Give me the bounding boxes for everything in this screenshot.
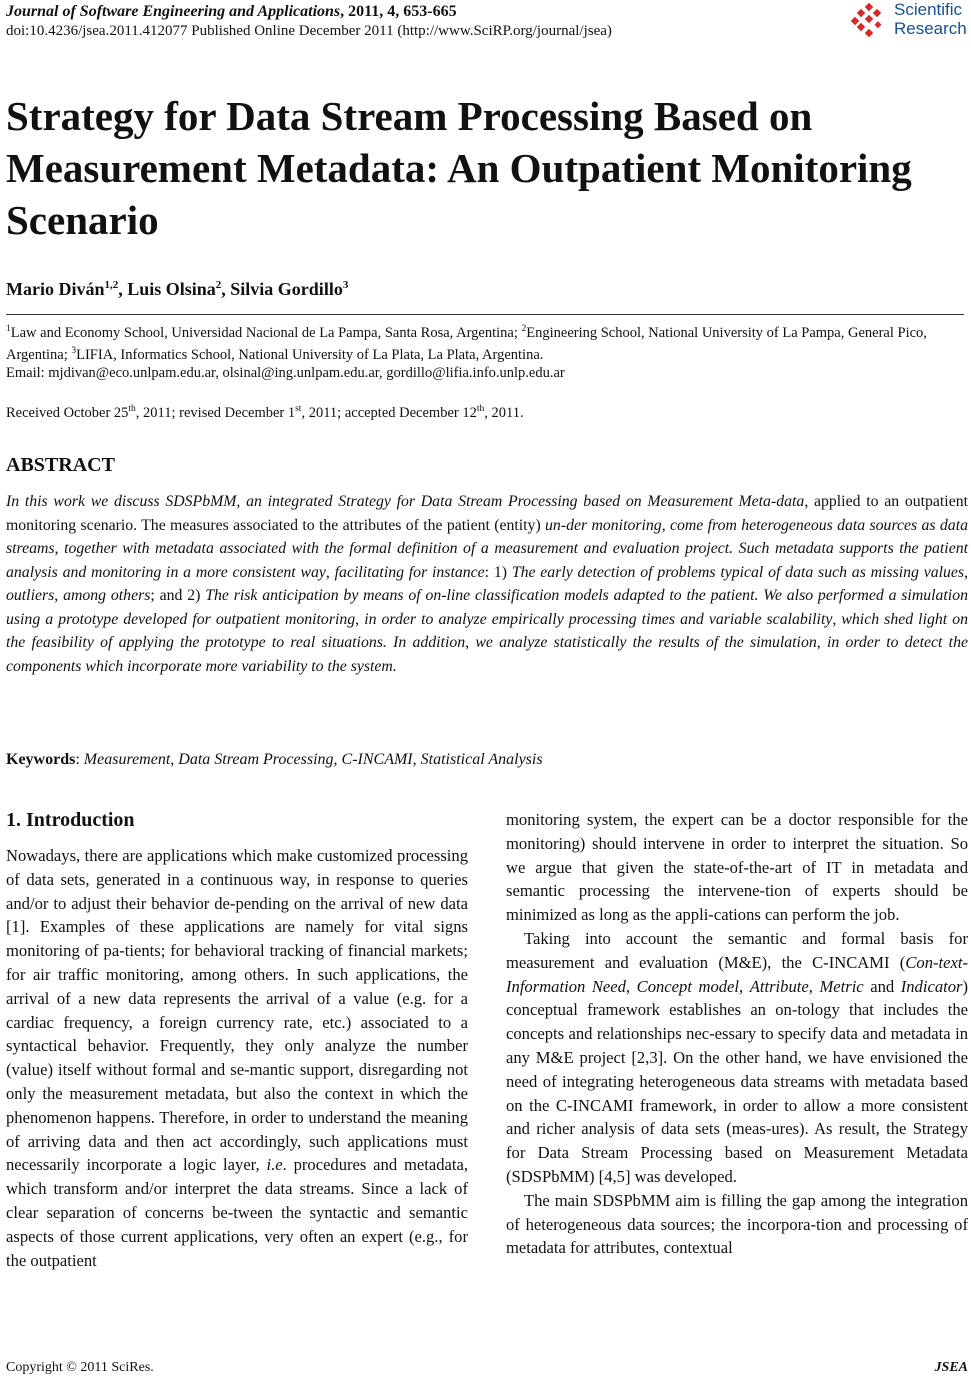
keyword: Measurement bbox=[83, 751, 171, 768]
authors: Mario Diván$^{1,2}$, Luis Olsina$^2$, Silvia Gordillo$^3$ bbox=[6, 279, 349, 299]
keyword: Statistical Analysis bbox=[420, 751, 543, 768]
left-column bbox=[6, 806, 468, 1272]
author-name: Luis Olsina bbox=[127, 279, 216, 299]
email-line: Email: mjdivan@eco.unlpam.edu.ar, olsinal@ing.unlpam.edu.ar, gordillo@lifia.info.unlp.edu.ar bbox=[6, 364, 565, 381]
paragraph: Taking into account the semantic and formal basis for measurement and evaluation (M&E), the C-INCAMI (Con-text-Information Need, Concept model, Attribute, Metric and Indicator) conceptual framework establishes an on-tology that includes the concepts and relationships nec-essary to specify data and metadata in any M&E project [2,3]. On the other hand, we have envisioned the need of integrating heterogeneous data streams with metadata based on the C-INCAMI framework, in order to allow a more consistent and richer analysis of data sets (meas-ures). As result, the Strategy for Data Stream Processing based on Measurement Metadata (SDSPbMM) [4,5] was developed. bbox=[506, 928, 969, 1186]
copyright: Copyright © 2011 SciRes. bbox=[6, 1360, 154, 1375]
paragraph: Nowadays, there are applications which make customized processing of data sets, generated in a continuous way, in response to queries and/or to adjust their behavior de-pending on the arrival of new data [1]. Examples of these applications are namely for vital signs monitoring of pa-tients; for behavioral tracking of financial markets; for air traffic monitoring, among others. In such applications, the arrival of a new data represents the arrival of a value (e.g. for a cardiac frequency, a foreign currency rate, etc.) associated to a syntactical behavior. Frequently, they only analyze the number (value) itself without formal and se-mantic support, disregarding not only the measurement metadata, but also the context in which the phenomenon happens. Therefore, in order to understand the meaning of arriving data and then act accordingly, such applications must necessarily incorporate a logic layer, i.e. procedures and metadata, which transform and/or interpret the data streams. Since a lack of clear separation of concerns be-tween the syntactic and semantic aspects of those current applications, very often an expert (e.g., for the outpatient bbox=[6, 846, 468, 1270]
publisher-logo bbox=[850, 0, 970, 44]
right-column bbox=[506, 808, 968, 1260]
logo-mark-icon bbox=[850, 2, 890, 42]
logo-text: Scientific Research bbox=[894, 0, 967, 38]
journal-citation: Journal of Software Engineering and Applications, 2011, 4, 653-665 bbox=[6, 3, 457, 20]
paper-title: Strategy for Data Stream Processing Based on Measurement Metadata: An Outpatient Monitoring Scenario bbox=[6, 93, 912, 243]
title-divider bbox=[6, 314, 964, 315]
paragraph: monitoring system, the expert can be a doctor responsible for the monitoring) should intervene in order to interpret the situation. So we argue that given the state-of-the-art of IT in metadata and semantic processing the intervene-tion of experts should be minimized as long as the appli-cations can perform the job. bbox=[506, 810, 968, 925]
doi-line: doi:10.4236/jsea.2011.412077 Published Online December 2011 (http://www.SciRP.org/journal/jsea) bbox=[6, 23, 612, 39]
affiliations bbox=[6, 320, 968, 382]
paragraph: The main SDSPbMM aim is filling the gap among the integration of heterogeneous data sources; the incorpora-tion and processing of metadata for attributes, contextual bbox=[506, 1190, 968, 1258]
page-footer bbox=[6, 1360, 968, 1376]
journal-abbr: JSEA bbox=[934, 1360, 968, 1375]
keyword: C-INCAMI bbox=[341, 751, 413, 768]
keywords: Keywords: Measurement, Data Stream Processing, C-INCAMI, Statistical Analysis bbox=[6, 751, 543, 768]
journal-header bbox=[6, 2, 836, 41]
author-name: Silvia Gordillo bbox=[230, 279, 343, 299]
section-heading: 1. Introduction bbox=[6, 809, 135, 831]
keyword: Data Stream Processing bbox=[178, 751, 334, 768]
received-dates: Received October 25th, 2011; revised December 1st, 2011; accepted December 12th, 2011. bbox=[6, 404, 524, 421]
author-name: Mario Diván bbox=[6, 279, 105, 299]
abstract-heading: ABSTRACT bbox=[6, 454, 115, 476]
abstract-body: In this work we discuss SDSPbMM, an integrated Strategy for Data Stream Processing based on Measurement Meta-data, applied to an outpatient monitoring scenario. The measures associated to the attributes of the patient (entity) un-der monitoring, come from heterogeneous data sources as data streams, together with metadata associated with the formal definition of a measurement and evaluation project. Such metadata supports the patient analysis and monitoring in a more consistent way, facilitating for instance: 1) The early detection of problems typical of data such as missing values, outliers, among others; and 2) The risk anticipation by means of on-line classification models adapted to the patient. We also performed a simulation using a prototype developed for outpatient monitoring, in order to analyze empirically processing times and variable scalability, which shed light on the feasibility of applying the prototype to real situations. In addition, we analyze statistically the results of the simulation, in order to detect the components which incorporate more variability to the system. bbox=[6, 493, 969, 675]
affiliation-text: $^1$Law and Economy School, Universidad Nacional de La Pampa, Santa Rosa, Argentina; $^2$Engineering School, National University of La Pampa, General Pico, Argentina; $^3$LIFIA, Informatics School, National University of La Plata, La Plata, Argentina. bbox=[6, 324, 927, 363]
